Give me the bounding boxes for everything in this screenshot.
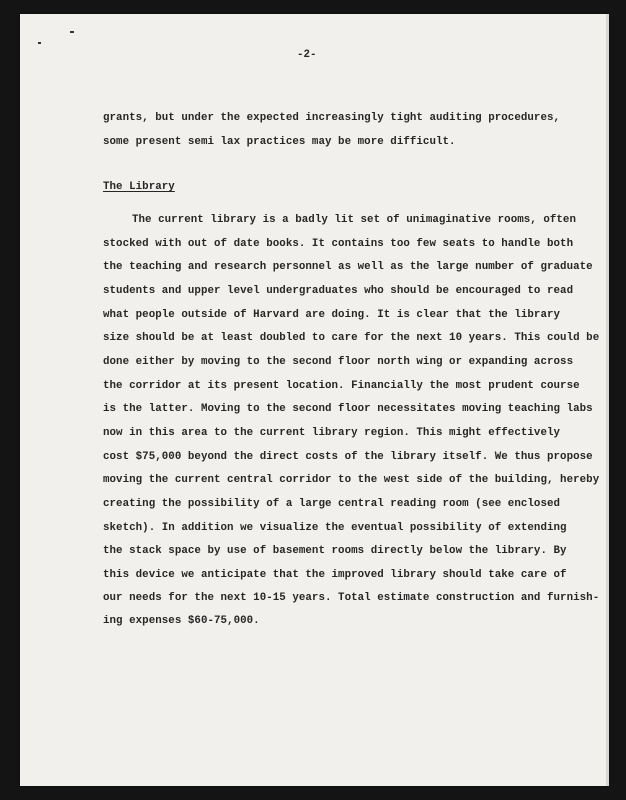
paragraph-line: students and upper level undergraduates who should be encouraged to read bbox=[103, 285, 574, 297]
paragraph-line: the teaching and research personnel as well as the large number of graduate bbox=[103, 261, 593, 273]
paragraph-line: our needs for the next 10-15 years. Total estimate construction and furnish- bbox=[103, 592, 600, 604]
paragraph-line: creating the possibility of a large central reading room (see enclosed bbox=[103, 498, 561, 510]
paragraph-line: moving the current central corridor to the west side of the building, hereby bbox=[103, 474, 600, 486]
page-number: -2- bbox=[297, 49, 317, 61]
paragraph-line: ing expenses $60-75,000. bbox=[103, 615, 260, 627]
paragraph-line: size should be at least doubled to care for the next 10 years. This could be bbox=[103, 332, 600, 344]
paragraph-line: the corridor at its present location. Financially the most prudent course bbox=[103, 380, 580, 392]
intro-line: some present semi lax practices may be more difficult. bbox=[103, 136, 456, 148]
paragraph-line: The current library is a badly lit set of unimaginative rooms, often bbox=[132, 214, 576, 226]
paragraph-line: the stack space by use of basement rooms directly below the library. By bbox=[103, 545, 567, 557]
paragraph-line: is the latter. Moving to the second floor necessitates moving teaching labs bbox=[103, 403, 593, 415]
paragraph-line: done either by moving to the second floor north wing or expanding across bbox=[103, 356, 574, 368]
paragraph-line: sketch). In addition we visualize the eventual possibility of extending bbox=[103, 522, 567, 534]
paragraph-line: this device we anticipate that the improved library should take care of bbox=[103, 569, 567, 581]
paragraph-line: now in this area to the current library region. This might effectively bbox=[103, 427, 561, 439]
section-heading: The Library bbox=[103, 181, 175, 193]
paragraph-line: cost $75,000 beyond the direct costs of the library itself. We thus propose bbox=[103, 451, 593, 463]
scan-speck bbox=[38, 42, 41, 44]
paragraph-line: what people outside of Harvard are doing. It is clear that the library bbox=[103, 309, 561, 321]
page-edge bbox=[606, 14, 609, 786]
scan-speck bbox=[70, 31, 74, 33]
document-page bbox=[20, 14, 606, 786]
intro-line: grants, but under the expected increasingly tight auditing procedures, bbox=[103, 112, 561, 124]
paragraph-line: stocked with out of date books. It contains too few seats to handle both bbox=[103, 238, 574, 250]
